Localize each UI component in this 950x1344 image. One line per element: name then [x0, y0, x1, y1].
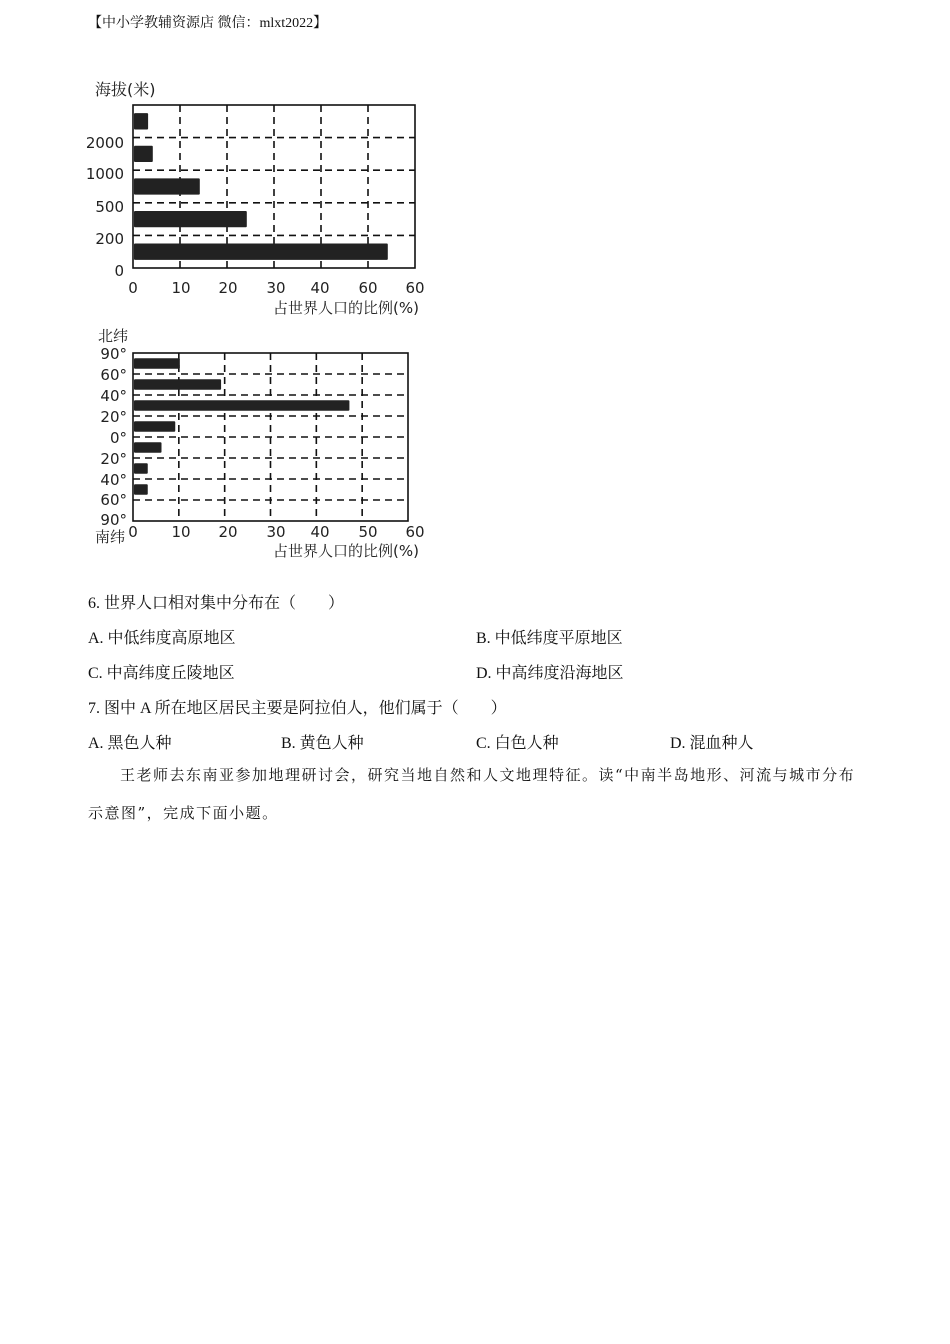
x-tick-label: 10 [171, 279, 191, 297]
bar-40-60N [134, 379, 221, 390]
x-tick-label: 60 [405, 279, 425, 297]
question-6-option-b[interactable]: B. 中低纬度平原地区 [476, 630, 623, 647]
x-tick-label: 60 [358, 279, 378, 297]
x-tick-label: 60 [405, 523, 425, 541]
y-tick-label: 60° [100, 491, 127, 509]
altitude-population-chart [80, 78, 440, 320]
bar-1000-2000 [134, 146, 153, 162]
bar-60-90N [134, 358, 180, 369]
y-tick-label: 20° [100, 408, 127, 426]
question-6-option-a[interactable]: A. 中低纬度高原地区 [88, 630, 236, 647]
y-tick-label: 40° [100, 387, 127, 405]
altitude-x-ticks [128, 279, 424, 297]
latitude-chart-grid [133, 353, 408, 521]
altitude-y-ticks [86, 134, 124, 280]
latitude-chart-svg [80, 325, 440, 565]
latitude-x-axis-label: 占世界人口的比例(%) [273, 542, 419, 560]
y-tick-label: 40° [100, 471, 127, 489]
y-tick-label: 0° [109, 429, 127, 447]
page-header: 【中小学教辅资源店 微信：mlxt2022】 [88, 16, 328, 31]
x-tick-label: 40 [310, 523, 330, 541]
question-7-option-a[interactable]: A. 黑色人种 [88, 735, 172, 752]
latitude-chart-title: 北纬 [98, 327, 129, 345]
reading-passage: 王老师去东南亚参加地理研讨会，研究当地自然和人文地理特征。读“中南半岛地形、河流与城市分布示意图”，完成下面小题。 [88, 766, 856, 822]
x-tick-label: 0 [128, 523, 138, 541]
x-tick-label: 30 [266, 523, 286, 541]
question-7-stem: 7. 图中 A 所在地区居民主要是阿拉伯人，他们属于（ ） [88, 700, 507, 717]
bar-20-40S [134, 463, 148, 474]
y-tick-label: 90° [100, 345, 127, 363]
bar-0-20S [134, 442, 162, 453]
altitude-chart-title: 海拔(米) [95, 80, 156, 99]
y-tick-label: 0 [114, 262, 124, 280]
y-tick-label: 200 [95, 230, 124, 248]
bar-500-1000 [134, 178, 200, 194]
bar-20-40N [134, 400, 349, 411]
question-6-option-c[interactable]: C. 中高纬度丘陵地区 [88, 665, 235, 682]
x-tick-label: 0 [128, 279, 138, 297]
bar-40-60S [134, 484, 148, 495]
bar-0-20N [134, 421, 175, 432]
bar-200-500 [134, 211, 247, 227]
y-tick-label: 60° [100, 366, 127, 384]
x-tick-label: 20 [218, 523, 238, 541]
y-tick-label: 500 [95, 198, 124, 216]
x-tick-label: 40 [310, 279, 330, 297]
altitude-chart-svg [80, 78, 440, 320]
x-tick-label: 30 [266, 279, 286, 297]
question-7-option-d[interactable]: D. 混血种人 [670, 735, 754, 752]
y-tick-label: 20° [100, 450, 127, 468]
altitude-x-axis-label: 占世界人口的比例(%) [273, 299, 419, 317]
bar-0-200 [134, 244, 388, 260]
x-tick-label: 10 [171, 523, 191, 541]
x-tick-label: 20 [218, 279, 238, 297]
latitude-x-ticks [128, 523, 424, 541]
latitude-south-label: 南纬 [95, 528, 126, 546]
question-7-option-c[interactable]: C. 白色人种 [476, 735, 559, 752]
latitude-population-chart [80, 325, 440, 565]
question-7-option-b[interactable]: B. 黄色人种 [281, 735, 364, 752]
y-tick-label: 90° [100, 511, 127, 529]
question-6-option-d[interactable]: D. 中高纬度沿海地区 [476, 665, 624, 682]
latitude-y-ticks [100, 345, 127, 529]
altitude-chart-bars [134, 113, 388, 260]
y-tick-label: 2000 [85, 134, 124, 152]
bar->2000 [134, 113, 148, 129]
y-tick-label: 1000 [85, 165, 124, 183]
x-tick-label: 50 [358, 523, 378, 541]
question-6-stem: 6. 世界人口相对集中分布在（ ） [88, 595, 345, 612]
